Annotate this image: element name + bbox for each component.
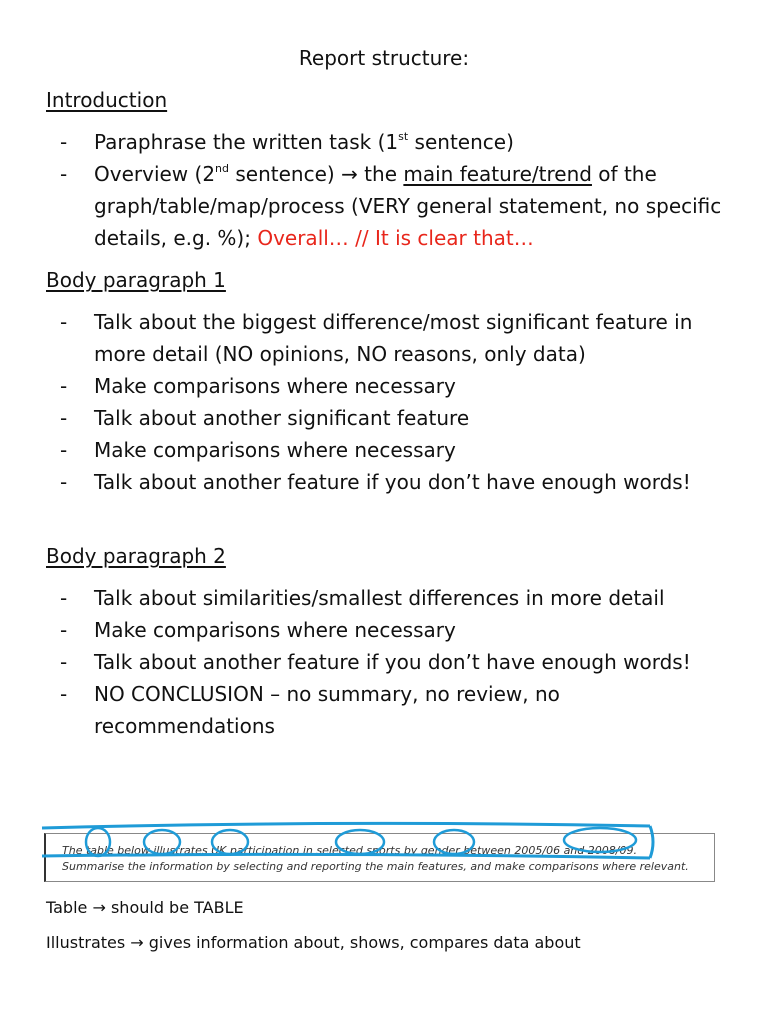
list-item: - Paraphrase the written task (1st sentence) [60,130,514,154]
item-text: Talk about similarities/smallest differences in more detail [94,586,665,610]
item-text: of the graph/table/map/process (VERY general statement, no specific details, e.g. %); [94,162,722,250]
item-text: Talk about another feature if you don’t have enough words! [94,470,691,494]
task-line-1: The table below illustrates UK participation in selected sports by gender between 2005/06 and 2008/09. [62,844,637,857]
item-text: Talk about the biggest difference/most significant feature in more detail (NO opinions, NO reasons, only data) [94,310,693,366]
list-item: - Talk about another feature if you don’t have enough words! [60,470,691,494]
item-text: the [357,162,404,186]
heading-introduction: Introduction [46,88,168,112]
item-text: NO CONCLUSION – no summary, no review, no recommendations [94,682,560,738]
item-text: sentence) [408,130,514,154]
underlined-text: main feature/trend [403,162,592,186]
note-text: Illustrates [46,933,131,952]
arrow-icon: → [341,162,358,186]
note-illustrates [46,933,581,952]
red-example-phrase: Overall… // It is clear that… [257,226,534,250]
heading-body-paragraph-2: Body paragraph 2 [46,544,226,568]
list-item: - Talk about similarities/smallest differences in more detail [60,586,665,610]
list-item: - Overview (2nd sentence) → the main feature/trend of the graph/table/map/process (VERY general statement, no specific details, e.g. %); Overall… // It is clear that… [60,162,722,250]
note-text: Table [46,898,93,917]
note-text: should be TABLE [105,898,244,917]
superscript: st [398,130,409,143]
list-item: - Talk about another feature if you don’t have enough words! [60,650,691,674]
item-text: Talk about another significant feature [94,406,470,430]
superscript: nd [215,162,230,175]
note-table [46,898,244,917]
note-text: gives information about, shows, compares data about [143,933,581,952]
handwritten-annotation-scribble [40,818,660,868]
item-text: sentence) [229,162,342,186]
list-item: - NO CONCLUSION – no summary, no review, no recommendations [60,682,560,738]
arrow-icon: → [92,898,106,917]
list-item: - Make comparisons where necessary [60,618,456,642]
item-text: Talk about another feature if you don’t have enough words! [94,650,691,674]
item-text: Make comparisons where necessary [94,374,456,398]
item-text: Make comparisons where necessary [94,618,456,642]
list-item: - Talk about another significant feature [60,406,470,430]
arrow-icon: → [130,933,144,952]
task-line-2: Summarise the information by selecting and reporting the main features, and make comparisons where relevant. [62,860,689,873]
list-item: - Talk about the biggest difference/most significant feature in more detail (NO opinions, NO reasons, only data) [60,310,693,366]
item-text: Make comparisons where necessary [94,438,456,462]
item-text: Paraphrase the written task (1 [94,130,399,154]
page-title: Report structure: [298,46,470,70]
body2-list [60,582,740,742]
body1-list [60,306,740,498]
list-item: - Make comparisons where necessary [60,438,456,462]
list-item: - Make comparisons where necessary [60,374,456,398]
heading-body-paragraph-1: Body paragraph 1 [46,268,226,292]
item-text: Overview (2 [94,162,216,186]
introduction-list [60,126,740,254]
